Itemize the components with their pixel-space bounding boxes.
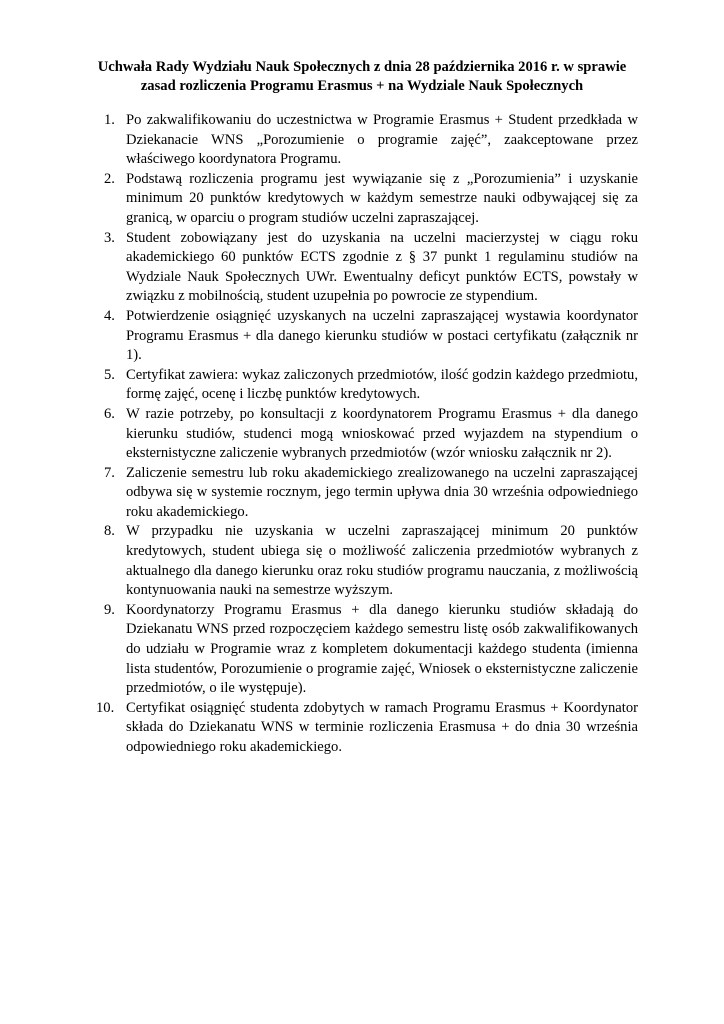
- list-item-4: [104, 307, 638, 366]
- item-number: 6.: [104, 405, 115, 422]
- list-item-7: [104, 464, 638, 523]
- item-text: Student zobowiązany jest do uzyskania na uczelni macierzystej w ciągu roku akademickiego 60 punktów ECTS zgodnie z § 37 punkt 1 regulaminu studiów na Wydziale Nauk Społecznych UWr. Ewentualny deficyt punktów ECTS, powstały w związku z mobilnością, student uzupełnia po powrocie ze stypendium.: [126, 229, 638, 305]
- item-text: Potwierdzenie osiągnięć uzyskanych na uczelni zapraszającej wystawia koordynator Programu Erasmus + dla danego kierunku studiów w postaci certyfikatu (załącznik nr 1).: [126, 307, 638, 364]
- item-text: Po zakwalifikowaniu do uczestnictwa w Programie Erasmus + Student przedkłada w Dziekanacie WNS „Porozumienie o programie zajęć”, zaakceptowane przez właściwego koordynatora Programu.: [126, 112, 638, 168]
- item-text: Certyfikat osiągnięć studenta zdobytych w ramach Programu Erasmus + Koordynator składa do Dziekanatu WNS w terminie rozliczenia Erasmusa + do dnia 30 września odpowiedniego roku akademickiego.: [126, 699, 638, 755]
- list-item-6: [104, 405, 638, 464]
- rules-list: [96, 111, 638, 758]
- list-item-5: [104, 366, 638, 405]
- list-item-10: [96, 699, 638, 758]
- item-number: 4.: [104, 307, 115, 324]
- document-title: [60, 58, 664, 96]
- item-number: 10.: [96, 699, 115, 716]
- item-text: Koordynatorzy Programu Erasmus + dla danego kierunku studiów składają do Dziekanatu WNS przed rozpoczęciem każdego semestru listę osób zakwalifikowanych do udziału w Programie wraz z kompletem dokumentacji każdego studenta (imienna lista studentów, Porozumienie o programie zajęć, Wniosek o eksternistyczne zaliczenie przedmiotów, o ile występuje).: [126, 601, 638, 697]
- list-item-2: [104, 170, 638, 229]
- list-item-8: [104, 522, 638, 600]
- item-text: Zaliczenie semestru lub roku akademickiego zrealizowanego na uczelni zapraszającej odbywa się w systemie rocznym, jego termin upływa dnia 30 września odpowiedniego roku akademickiego.: [126, 464, 638, 520]
- list-item-1: [104, 111, 638, 170]
- title-line-1: Uchwała Rady Wydziału Nauk Społecznych z dnia 28 października 2016 r. w sprawie: [97, 59, 627, 75]
- item-number: 1.: [104, 112, 115, 128]
- title-line-2: zasad rozliczenia Programu Erasmus + na Wydziale Nauk Społecznych: [140, 78, 584, 94]
- item-number: 8.: [104, 523, 115, 540]
- item-number: 5.: [104, 366, 115, 383]
- item-text: Certyfikat zawiera: wykaz zaliczonych przedmiotów, ilość godzin każdego przedmiotu, formę zajęć, ocenę i liczbę punktów kredytowych.: [126, 366, 638, 403]
- item-text: W razie potrzeby, po konsultacji z koordynatorem Programu Erasmus + dla danego kierunku studiów, studenci mogą wnioskować przed wyjazdem na stypendium o eksternistyczne zaliczenie wybranych przedmiotów (wzór wniosku załącznik nr 2).: [126, 405, 638, 462]
- item-number: 3.: [104, 229, 115, 246]
- item-number: 2.: [104, 170, 115, 187]
- list-item-9: [104, 601, 638, 699]
- item-number: 7.: [104, 464, 115, 481]
- item-number: 9.: [104, 601, 115, 618]
- item-text: Podstawą rozliczenia programu jest wywiązanie się z „Porozumienia” i uzyskanie minimum 20 punktów kredytowych w każdym semestrze nauki odbywającej się za granicą, w oparciu o program studiów uczelni zapraszającej.: [126, 170, 638, 226]
- list-item-3: [104, 229, 638, 307]
- item-text: W przypadku nie uzyskania w uczelni zapraszającej minimum 20 punktów kredytowych, student ubiega się o możliwość zaliczenia przedmiotów wybranych z aktualnego dla danego kierunku oraz roku studiów programu nauczania, z możliwością kontynuowania nauki na semestrze wyższym.: [126, 523, 638, 599]
